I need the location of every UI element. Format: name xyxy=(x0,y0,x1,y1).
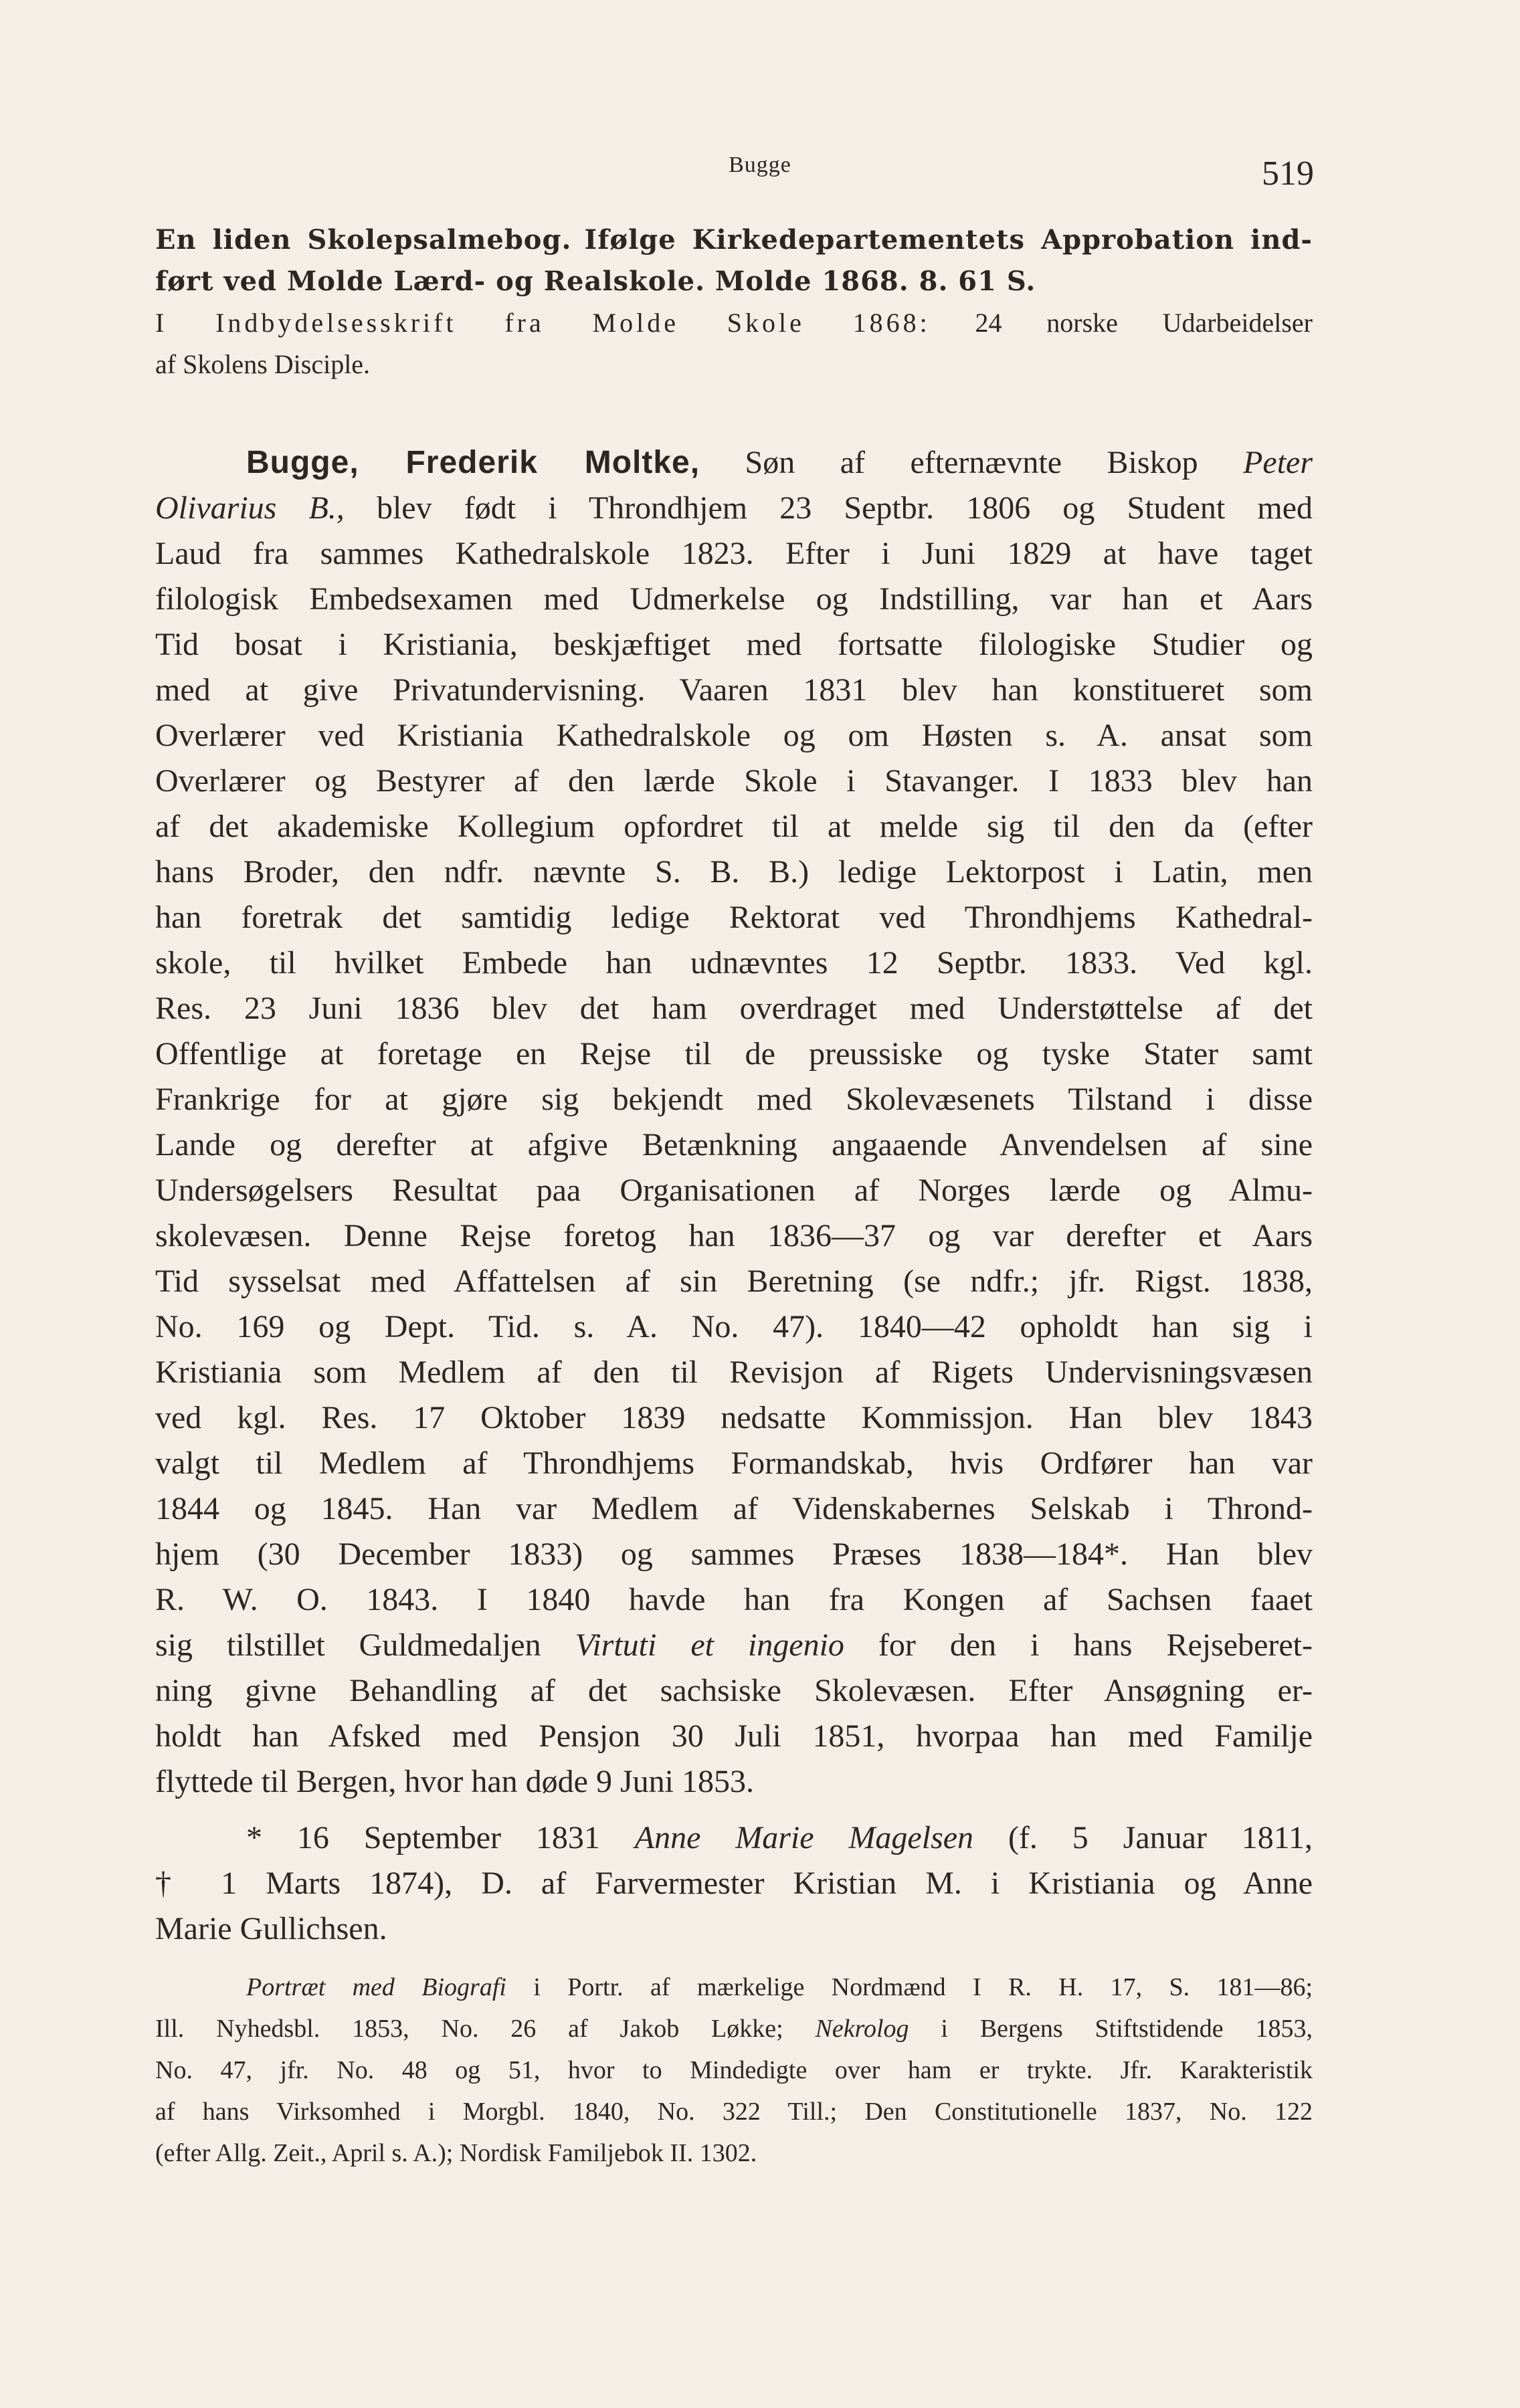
biography-line: Overlærer ved Kristiania Kathedralskole og om Høsten s. A. ansat som xyxy=(155,718,1313,753)
italic-text: Anne Marie Magelsen xyxy=(634,1820,974,1855)
biography-line: holdt han Afsked med Pensjon 30 Juli 1851, hvorpaa han med Familje xyxy=(155,1718,1313,1754)
sources-line: No. 47, jfr. No. 48 og 51, hvor to Mindedigte over ham er trykte. Jfr. Karakteristik xyxy=(155,2056,1313,2084)
biography-line: Offentlige at foretage en Rejse til de preussiske og tyske Stater samt xyxy=(155,1036,1313,1072)
italic-text: Olivarius B., xyxy=(155,490,345,526)
fraktur-title: En liden Skolepsalmebog. xyxy=(155,224,572,256)
biography-line: Tid bosat i Kristiania, beskjæftiget med fortsatte filologiske Studier og xyxy=(155,627,1313,662)
biography-line xyxy=(155,1623,1313,1668)
biography-line: No. 169 og Dept. Tid. s. A. No. 47). 1840—42 opholdt han sig i xyxy=(155,1309,1313,1344)
running-head: Bugge xyxy=(729,153,791,177)
italic-text: Peter xyxy=(1243,445,1313,480)
text: * 16 September 1831 xyxy=(246,1820,600,1855)
biography-line: ved kgl. Res. 17 Oktober 1839 nedsatte Kommissjon. Han blev 1843 xyxy=(155,1400,1313,1435)
biography-line: Tid sysselsat med Affattelsen af sin Beretning (se ndfr.; jfr. Rigst. 1838, xyxy=(155,1264,1313,1299)
preceding-entry-line: af Skolens Disciple. xyxy=(155,349,371,379)
spouse-line: Marie Gullichsen. xyxy=(155,1911,387,1946)
biography-line: Lande og derefter at afgive Betænkning angaaende Anvendelsen af sine xyxy=(155,1127,1313,1163)
entry-name: Bugge, Frederik Moltke, xyxy=(246,445,700,480)
sources-line: (efter Allg. Zeit., April s. A.); Nordisk Familjebok II. 1302. xyxy=(155,2139,757,2167)
page-number: 519 xyxy=(1262,155,1314,193)
text: Søn af efternævnte Biskop xyxy=(745,445,1198,480)
fraktur-text: Ifølge Kirkedepartementets Approbation ind- xyxy=(584,224,1313,256)
text: (f. 5 Januar 1811, xyxy=(1008,1820,1313,1855)
biography-line: Kristiania som Medlem af den til Revisjon af Rigets Undervisningsvæsen xyxy=(155,1354,1313,1390)
biography-line: Res. 23 Juni 1836 blev det ham overdraget med Understøttelse af det xyxy=(155,991,1313,1026)
biography-line: han foretrak det samtidig ledige Rektorat ved Throndhjems Kathedral- xyxy=(155,900,1313,935)
biography-line: R. W. O. 1843. I 1840 havde han fra Kongen af Sachsen faaet xyxy=(155,1582,1313,1617)
biography-paragraph xyxy=(155,440,1313,1805)
italic-text: Nekrolog xyxy=(815,2015,909,2043)
biography-line: skolevæsen. Denne Rejse foretog han 1836—37 og var derefter et Aars xyxy=(155,1218,1313,1253)
sources-paragraph xyxy=(155,1967,1313,2174)
sources-line: af hans Virksomhed i Morgbl. 1840, No. 322 Till.; Den Constitutionelle 1837, No. 122 xyxy=(155,2098,1313,2126)
biography-line: flyttede til Bergen, hvor han døde 9 Juni 1853. xyxy=(155,1764,754,1799)
biography-line: 1844 og 1845. Han var Medlem af Videnskabernes Selskab i Thrond- xyxy=(155,1491,1313,1526)
biography-line: Undersøgelsers Resultat paa Organisationen af Norges lærde og Almu- xyxy=(155,1173,1313,1208)
biography-line: af det akademiske Kollegium opfordret til at melde sig til den da (efter xyxy=(155,809,1313,844)
biography-line: hjem (30 December 1833) og sammes Præses 1838—184*. Han blev xyxy=(155,1536,1313,1572)
preceding-entry-line xyxy=(155,302,1313,344)
biography-line: Frankrige for at gjøre sig bekjendt med Skolevæsenets Tilstand i disse xyxy=(155,1082,1313,1117)
text: i Portr. af mærkelige Nordmænd I R. H. 17, S. 181—86; xyxy=(533,1973,1313,2001)
biography-line: skole, til hvilket Embede han udnævntes 12 Septbr. 1833. Ved kgl. xyxy=(155,945,1313,981)
biography-line: hans Broder, den ndfr. nævnte S. B. B.) ledige Lektorpost i Latin, men xyxy=(155,854,1313,890)
sources-line xyxy=(155,1967,1313,2008)
biography-line: med at give Privatundervisning. Vaaren 1831 blev han konstitueret som xyxy=(155,672,1313,708)
biography-line: valgt til Medlem af Throndhjems Formandskab, hvis Ordfører han var xyxy=(155,1445,1313,1481)
text: i Bergens Stiftstidende 1853, xyxy=(941,2015,1313,2043)
biography-line: ning givne Behandling af det sachsiske Skolevæsen. Efter Ansøgning er- xyxy=(155,1673,1313,1708)
biography-line: Laud fra sammes Kathedralskole 1823. Efter i Juni 1829 at have taget xyxy=(155,536,1313,571)
spouse-paragraph xyxy=(155,1815,1313,1952)
italic-text: Virtuti et ingenio xyxy=(575,1627,844,1663)
text: sig tilstillet Guldmedaljen xyxy=(155,1627,541,1663)
italic-text: Portræt med Biografi xyxy=(246,1973,506,2001)
text: blev født i Throndhjem 23 Septbr. 1806 og Student med xyxy=(376,490,1313,526)
sources-line xyxy=(155,2008,1313,2049)
spouse-line xyxy=(155,1815,1313,1861)
text: for den i hans Rejseberet- xyxy=(878,1627,1313,1663)
preceding-entry xyxy=(155,219,1313,385)
fraktur-text: ført ved Molde Lærd- og Realskole. Molde 1868. 8. 61 S. xyxy=(155,266,1036,297)
spaced-text: I Indbydelsesskrift fra Molde Skole 1868: xyxy=(155,308,931,338)
text: 24 norske Udarbeidelser xyxy=(975,308,1313,338)
spouse-line: † 1 Marts 1874), D. af Farvermester Kristian M. i Kristiania og Anne xyxy=(155,1866,1313,1901)
biography-line: Overlærer og Bestyrer af den lærde Skole i Stavanger. I 1833 blev han xyxy=(155,763,1313,799)
preceding-entry-line xyxy=(155,219,1313,261)
biography-line xyxy=(155,440,1313,486)
text: Ill. Nyhedsbl. 1853, No. 26 af Jakob Løkke; xyxy=(155,2015,783,2043)
biography-line: filologisk Embedsexamen med Udmerkelse og Indstilling, var han et Aars xyxy=(155,581,1313,617)
biography-line xyxy=(155,486,1313,531)
